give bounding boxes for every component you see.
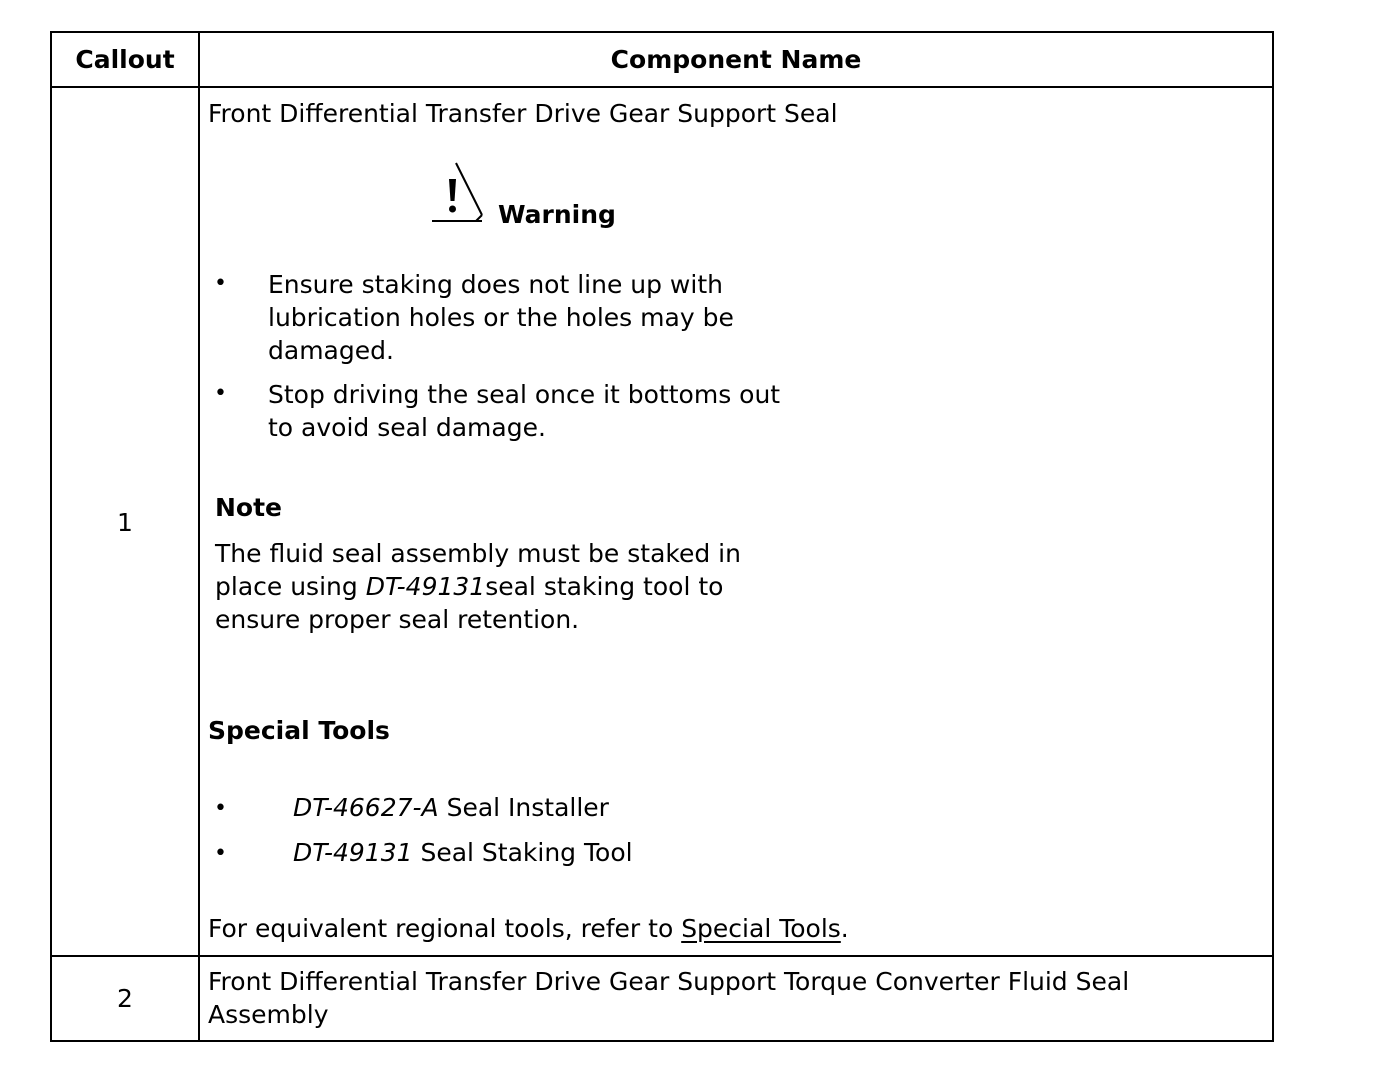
row-divider bbox=[52, 955, 1272, 957]
warning-item-2-line-1: Stop driving the seal once it bottoms out bbox=[268, 380, 781, 409]
footer-suffix: . bbox=[840, 914, 849, 943]
warning-item-1-line-1: Ensure staking does not line up with bbox=[268, 270, 723, 299]
tool-bullet-2: • bbox=[214, 841, 227, 866]
warning-item-1-line-2: lubrication holes or the holes may be bbox=[268, 303, 734, 332]
note-line-2-suffix: seal staking tool to bbox=[485, 572, 724, 601]
tool-item-1-number: DT-46627-A bbox=[293, 793, 439, 822]
column-divider bbox=[198, 33, 200, 1040]
warning-icon bbox=[430, 161, 486, 225]
warning-item-1-line-3: damaged. bbox=[268, 336, 394, 365]
header-row-divider bbox=[52, 86, 1272, 88]
special-tools-link[interactable]: Special Tools bbox=[681, 914, 841, 943]
special-tools-footer bbox=[208, 914, 849, 943]
warning-item-2-line-2: to avoid seal damage. bbox=[268, 413, 546, 442]
note-tool-ref: DT-49131 bbox=[365, 572, 486, 601]
tool-item-2 bbox=[293, 838, 633, 867]
warning-bullet-2: • bbox=[214, 381, 227, 406]
tool-item-2-desc: Seal Staking Tool bbox=[412, 838, 633, 867]
component-table bbox=[50, 31, 1274, 1042]
note-line-3: ensure proper seal retention. bbox=[215, 605, 580, 634]
row2-title bbox=[208, 965, 1129, 1031]
row2-title-line-2: Assembly bbox=[208, 1000, 329, 1029]
tool-bullet-1: • bbox=[214, 796, 227, 821]
warning-label: Warning bbox=[498, 200, 616, 229]
note-line-2-prefix: place using bbox=[215, 572, 366, 601]
note-text bbox=[215, 537, 741, 636]
warning-bullet-1: • bbox=[214, 271, 227, 296]
row2-callout: 2 bbox=[117, 984, 133, 1013]
note-label: Note bbox=[215, 493, 283, 522]
note-line-1: The fluid seal assembly must be staked in bbox=[215, 539, 741, 568]
note-line-2 bbox=[215, 570, 741, 603]
tool-item-1 bbox=[293, 793, 609, 822]
tool-item-1-desc: Seal Installer bbox=[438, 793, 609, 822]
special-tools-heading: Special Tools bbox=[208, 716, 390, 745]
header-component-name: Component Name bbox=[610, 45, 862, 74]
header-callout: Callout bbox=[75, 45, 175, 74]
row1-callout: 1 bbox=[117, 508, 133, 537]
footer-prefix: For equivalent regional tools, refer to bbox=[208, 914, 682, 943]
tool-item-2-number: DT-49131 bbox=[293, 838, 413, 867]
warning-item-2 bbox=[268, 378, 780, 444]
warning-item-1 bbox=[268, 268, 734, 367]
row2-title-line-1: Front Differential Transfer Drive Gear Support Torque Converter Fluid Seal bbox=[208, 967, 1130, 996]
row1-title: Front Differential Transfer Drive Gear Support Seal bbox=[208, 99, 838, 128]
